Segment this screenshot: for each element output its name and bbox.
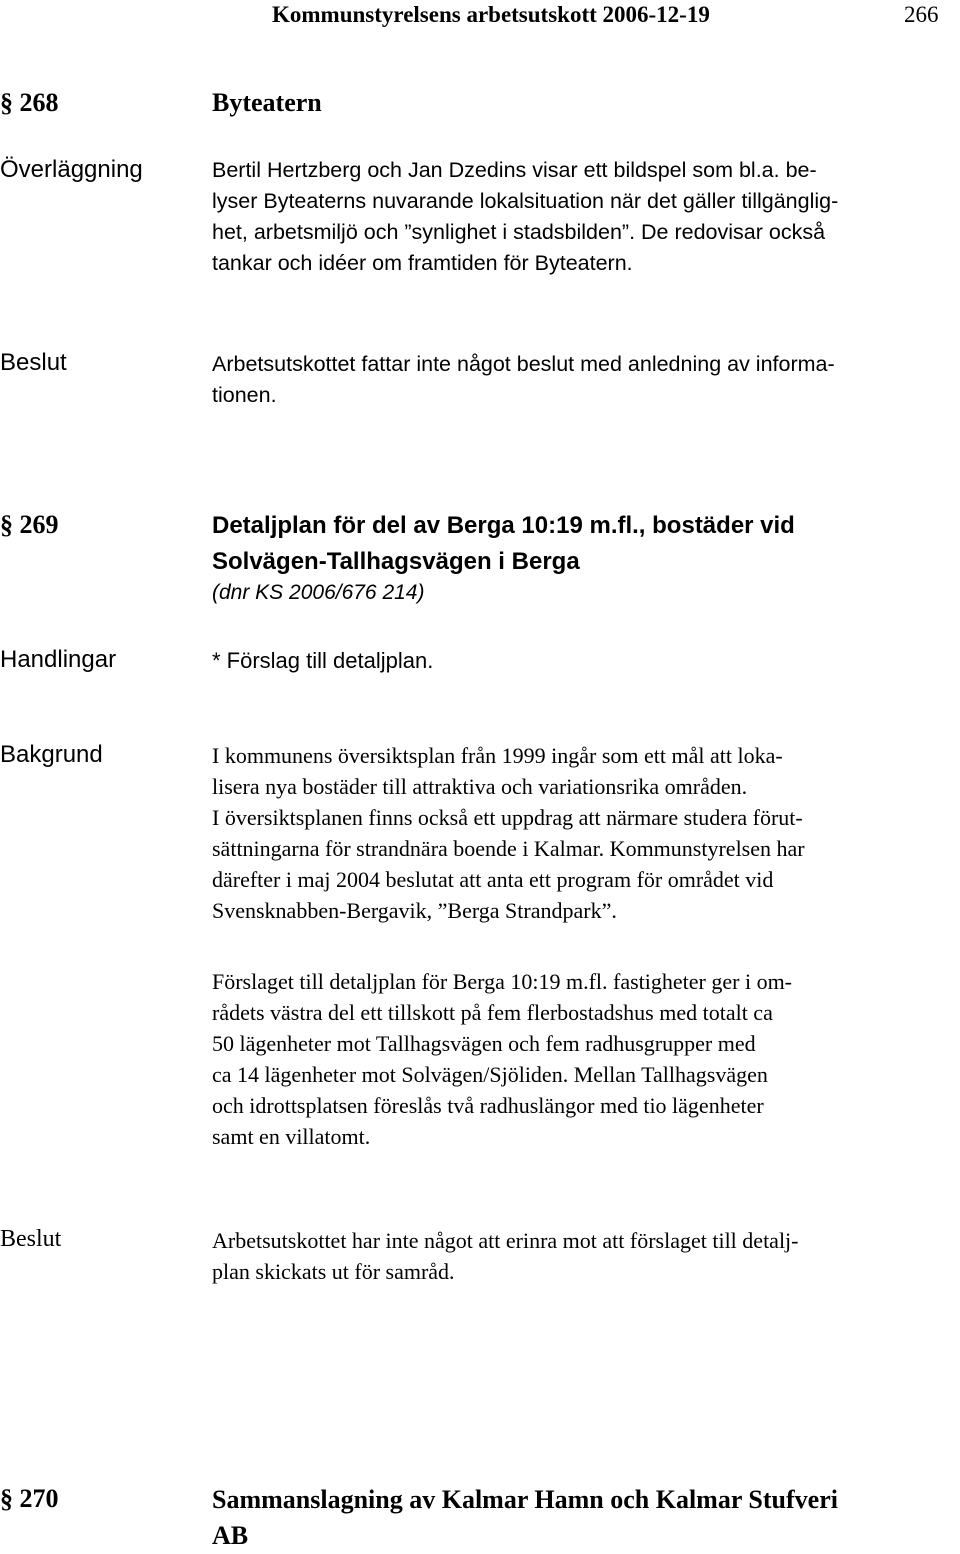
title-line: Sammanslagning av Kalmar Hamn och Kalmar Stufveri [212, 1485, 838, 1514]
text-line: Arbetsutskottet fattar inte något beslut med anledning av informa- [212, 352, 835, 376]
section-269-handlingar-text: * Förslag till detaljplan. [212, 648, 434, 673]
section-269-beslut-label: Beslut [0, 1226, 62, 1252]
section-268-overlaggning-text [212, 155, 838, 279]
text-line: därefter i maj 2004 beslutat att anta ett program för området vid [212, 867, 774, 892]
section-268-number: § 268 [0, 88, 59, 117]
text-line: tionen. [212, 383, 277, 407]
title-line: AB [212, 1521, 249, 1550]
text-line: tankar och idéer om framtiden för Byteatern. [212, 251, 633, 275]
section-269-number: § 269 [0, 510, 59, 539]
section-268-overlaggning-label: Överläggning [0, 156, 143, 183]
text-line: ca 14 lägenheter mot Solvägen/Sjöliden. Mellan Tallhagsvägen [212, 1062, 768, 1087]
section-268-beslut-text [212, 349, 835, 411]
text-line: Bertil Hertzberg och Jan Dzedins visar ett bildspel som bl.a. be- [212, 158, 817, 182]
section-269-dnr: (dnr KS 2006/676 214) [212, 581, 425, 604]
section-270-title [212, 1482, 838, 1554]
header-title: Kommunstyrelsens arbetsutskott 2006-12-19 [272, 2, 710, 27]
text-line: I översiktsplanen finns också ett uppdrag att närmare studera förut- [212, 805, 803, 830]
section-268-beslut-label: Beslut [0, 349, 67, 376]
section-269-title [212, 508, 795, 580]
title-line: Detaljplan för del av Berga 10:19 m.fl., bostäder vid [212, 512, 795, 539]
text-line: samt en villatomt. [212, 1124, 371, 1149]
section-269-bakgrund-paragraph-2 [212, 966, 792, 1152]
section-269-handlingar-label: Handlingar [0, 646, 117, 673]
text-line: plan skickats ut för samråd. [212, 1259, 455, 1284]
text-line: 50 lägenheter mot Tallhagsvägen och fem radhusgrupper med [212, 1031, 756, 1056]
section-269-bakgrund-paragraph-1 [212, 740, 805, 926]
text-line: Arbetsutskottet har inte något att erinra mot att förslaget till detalj- [212, 1228, 799, 1253]
page-number: 266 [904, 2, 939, 27]
text-line: I kommunens översiktsplan från 1999 ingår som ett mål att loka- [212, 743, 783, 768]
text-line: lisera nya bostäder till attraktiva och variationsrika områden. [212, 774, 748, 799]
section-269-bakgrund-label: Bakgrund [0, 741, 103, 768]
title-line: Solvägen-Tallhagsvägen i Berga [212, 548, 580, 575]
text-line: Svensknabben-Bergavik, ”Berga Strandpark”. [212, 898, 617, 923]
text-line: Förslaget till detaljplan för Berga 10:19 m.fl. fastigheter ger i om- [212, 969, 793, 994]
text-line: och idrottsplatsen föreslås två radhuslängor med tio lägenheter [212, 1093, 764, 1118]
section-270-number: § 270 [0, 1484, 59, 1513]
section-268-title: Byteatern [212, 88, 322, 117]
text-line: het, arbetsmiljö och ”synlighet i stadsbilden”. De redovisar också [212, 220, 826, 244]
text-line: sättningarna för strandnära boende i Kalmar. Kommunstyrelsen har [212, 836, 805, 861]
text-line: lyser Byteaterns nuvarande lokalsituation när det gäller tillgänglig- [212, 189, 839, 213]
section-269-beslut-text [212, 1225, 799, 1287]
text-line: rådets västra del ett tillskott på fem flerbostadshus med totalt ca [212, 1000, 773, 1025]
